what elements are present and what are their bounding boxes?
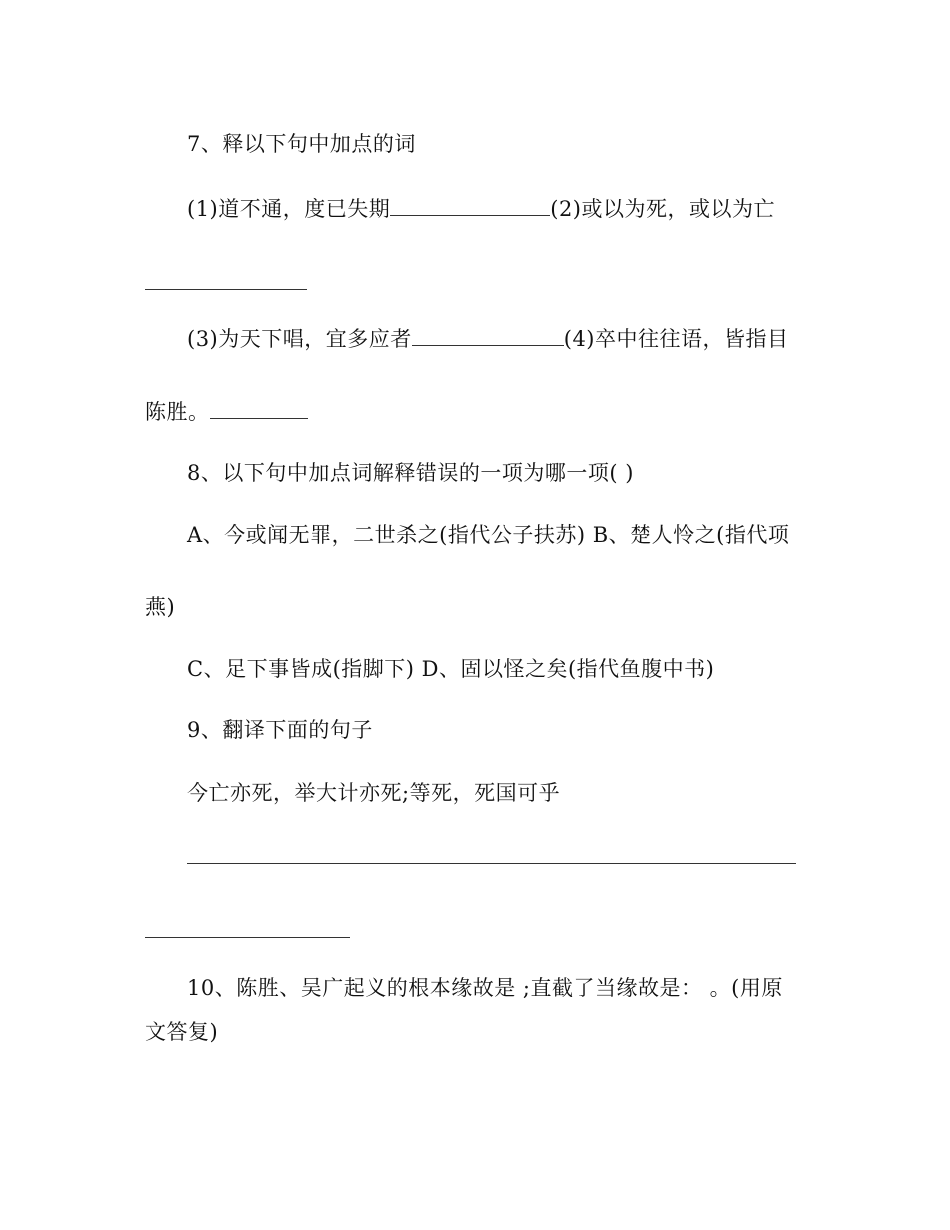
q7-answer-blank-3[interactable]: [412, 327, 564, 346]
q8-options-ab: A、今或闻无罪，二世杀之(指代公子扶苏) B、楚人怜之(指代项: [187, 523, 790, 547]
q7-item-4-cont: 陈胜。: [145, 400, 210, 424]
q7-item-3: (3)为天下唱，宜多应者: [187, 327, 412, 351]
q7-line-1: [187, 195, 775, 223]
q7-answer-blank-4[interactable]: [210, 400, 308, 419]
q7-line-2: [187, 325, 789, 353]
q9-answer-line-1[interactable]: [187, 863, 796, 864]
q7-answer-blank-2[interactable]: [145, 289, 307, 290]
q8-options-ab-cont: 燕): [145, 595, 176, 619]
q9-title: 9、翻译下面的句子: [187, 718, 373, 742]
q10-line-1: 10、陈胜、吴广起义的根本缘故是 ;直截了当缘故是： 。(用原: [187, 976, 783, 1000]
q9-answer-line-2[interactable]: [145, 937, 350, 938]
q7-answer-blank-1[interactable]: [390, 197, 550, 216]
q8-title: 8、以下句中加点词解释错误的一项为哪一项( ): [187, 461, 634, 485]
q10-line-2: 文答复): [145, 1020, 219, 1044]
q9-sentence: 今亡亦死，举大计亦死;等死，死国可乎: [187, 781, 561, 805]
q8-options-cd: C、足下事皆成(指脚下) D、固以怪之矣(指代鱼腹中书): [187, 657, 715, 681]
q7-item-4: (4)卒中往往语，皆指目: [563, 327, 789, 351]
q7-title: 7、释以下句中加点的词: [187, 132, 416, 156]
q7-item-2: (2)或以为死，或以为亡: [550, 197, 775, 221]
q7-item-1: (1)道不通，度已失期: [187, 197, 391, 221]
q7-line-3: [145, 398, 308, 426]
